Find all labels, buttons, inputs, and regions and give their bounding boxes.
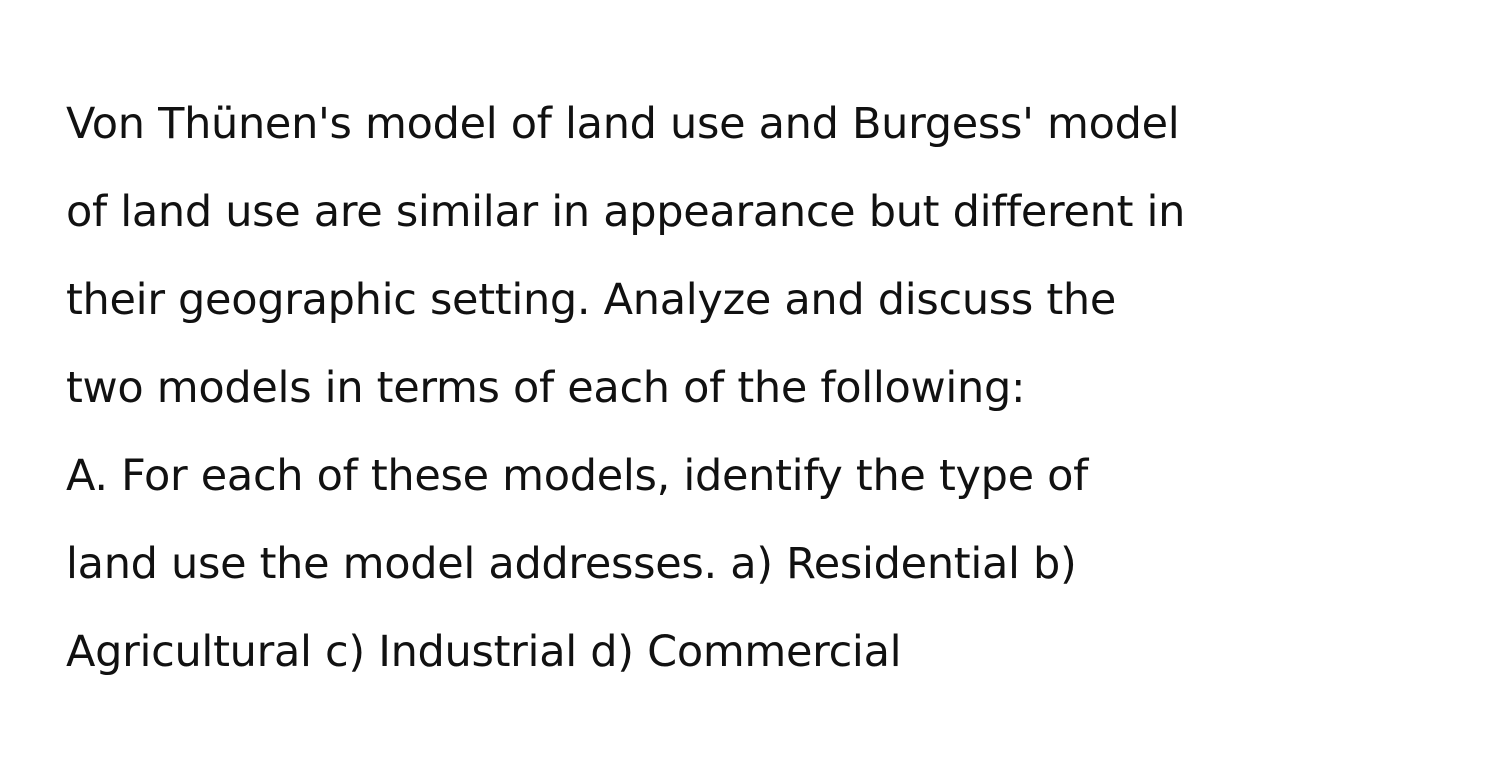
question-text	[66, 80, 1466, 696]
question-line-2: of land use are similar in appearance but different in	[66, 187, 1186, 237]
question-line-3: their geographic setting. Analyze and discuss the	[66, 275, 1117, 325]
question-part-a-line-2: land use the model addresses. a) Residential b)	[66, 539, 1077, 589]
question-part-a-line-3: Agricultural c) Industrial d) Commercial	[66, 627, 902, 677]
question-line-4: two models in terms of each of the following:	[66, 363, 1026, 413]
question-line-1: Von Thünen's model of land use and Burgess' model	[66, 99, 1180, 149]
question-part-a-line-1: A. For each of these models, identify the type of	[66, 451, 1089, 501]
